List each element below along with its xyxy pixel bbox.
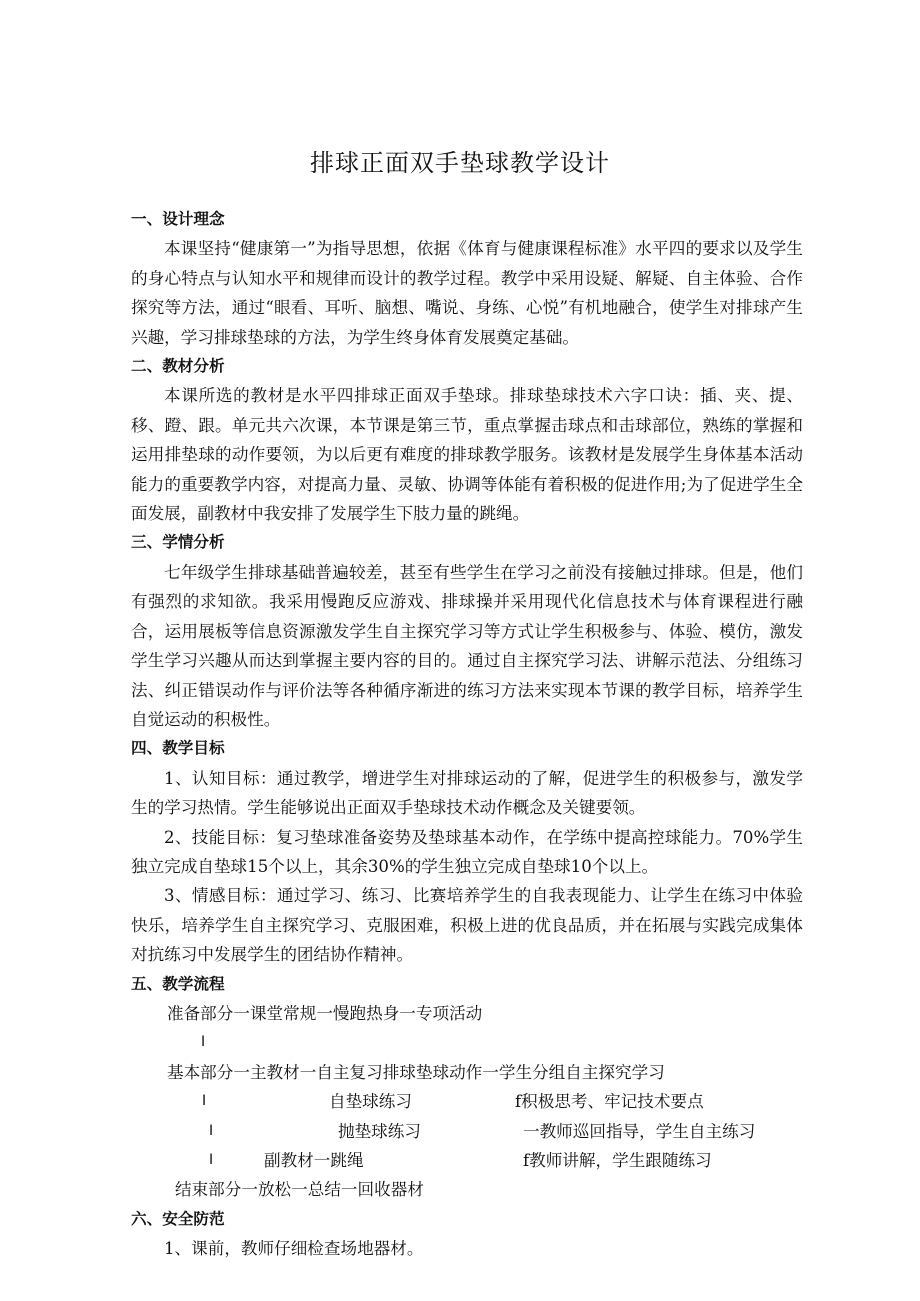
- flow-end-text: 结束部分一放松一总结一回收器材: [175, 1180, 424, 1200]
- document-body: [131, 205, 803, 1264]
- flow-row1-method: f积极思考、牢记技术要点: [515, 1092, 704, 1112]
- flow-row2-method: 一教师巡回指导，学生自主练习: [523, 1121, 756, 1141]
- flow-arrow-line: [131, 1028, 803, 1057]
- student-analysis-paragraph: 七年级学生排球基础普遍较差，甚至有些学生在学习之前没有接触过排球。但是，他们有强烈的求知欲。我采用慢跑反应游戏、排球操并采用现代化信息技术与体育课程进行融合，运用展板等信息资源激发学生自主探究学习等方式让学生积极参与、体验、模仿，激发学生学习兴趣从而达到掌握主要内容的目的。通过自主探究学习法、讲解示范法、分组练习法、纠正错误动作与评价法等各种循序渐进的练习方法来实现本节课的教学目标，培养学生自觉运动的积极性。: [131, 562, 803, 729]
- section-heading-safety: 六、安全防范: [131, 1209, 225, 1228]
- section-heading-teaching-flow: 五、教学流程: [131, 974, 225, 993]
- material-analysis-paragraph: 本课所选的教材是水平四排球正面双手垫球。排球垫球技术六字口诀：插、夹、提、移、蹬、跟。单元共六次课，本节课是第三节，重点掌握击球点和击球部位，熟练的掌握和运用排垫球的动作要领，为以后更有难度的排球教学服务。该教材是发展学生身体基本活动能力的重要教学内容，对提高力量、灵敏、协调等体能有着积极的促进作用;为了促进学生全面发展，副教材中我安排了发展学生下肢力量的跳绳。: [131, 386, 803, 524]
- design-concept-paragraph: 本课坚持“健康第一”为指导思想，依据《体育与健康课程标准》水平四的要求以及学生的身心特点与认知水平和规律而设计的教学过程。教学中采用设疑、解疑、自主体验、合作探究等方法，通过“眼看、耳听、脑想、嘴说、身练、心悦”有机地融合，使学生对排球产生兴趣，学习排球垫球的方法，为学生终身体育发展奠定基础。: [131, 239, 803, 347]
- flow-end-line: [131, 1175, 803, 1204]
- flow-row-3: [131, 1146, 803, 1175]
- flow-row-1: [131, 1087, 803, 1116]
- section-heading-teaching-goals: 四、教学目标: [131, 739, 225, 758]
- flow-arrow-icon: I: [209, 1122, 214, 1139]
- flow-row3-practice: 副教材一跳绳: [264, 1150, 364, 1170]
- goal-skill: 2、技能目标：复习垫球准备姿势及垫球基本动作，在学练中提高控球能力。70%学生独立完成自垫球15个以上，其余30%的学生独立完成自垫球10个以上。: [131, 827, 803, 876]
- goal-emotional: 3、情感目标：通过学习、练习、比赛培养学生的自我表现能力、让学生在练习中体验快乐，培养学生自主探究学习、克服困难，积极上进的优良品质，并在拓展与实践完成集体对抗练习中发展学生的团结协作精神。: [131, 886, 803, 965]
- flow-row3-method: f教师讲解，学生跟随练习: [523, 1150, 712, 1170]
- flow-row-2: [131, 1117, 803, 1146]
- safety-item-1: 1、课前，教师仔细检查场地器材。: [164, 1239, 424, 1259]
- flow-prep-text: 准备部分一课堂常规一慢跑热身一专项活动: [167, 1003, 483, 1023]
- flow-arrow-icon: I: [202, 1093, 207, 1110]
- flow-prep-line: [131, 999, 803, 1028]
- down-arrow-icon: I: [201, 1034, 206, 1051]
- section-heading-student-analysis: 三、学情分析: [131, 533, 225, 552]
- goal-cognitive: 1、认知目标：通过教学，增进学生对排球运动的了解，促进学生的积极参与，激发学生的学习热情。学生能够说出正面双手垫球技术动作概念及关键要领。: [131, 768, 803, 818]
- flow-row2-practice: 抛垫球练习: [338, 1121, 421, 1141]
- flow-arrow-icon: I: [209, 1151, 214, 1168]
- flow-basic-text: 基本部分一主教材一自主复习排球垫球动作一学生分组自主探究学习: [167, 1062, 665, 1082]
- flow-row1-practice: 自垫球练习: [329, 1092, 412, 1112]
- section-heading-material-analysis: 二、教材分析: [131, 357, 225, 376]
- flow-basic-line: [131, 1058, 803, 1087]
- document-title: 排球正面双手垫球教学设计: [310, 149, 610, 177]
- section-heading-design-concept: 一、设计理念: [131, 210, 225, 228]
